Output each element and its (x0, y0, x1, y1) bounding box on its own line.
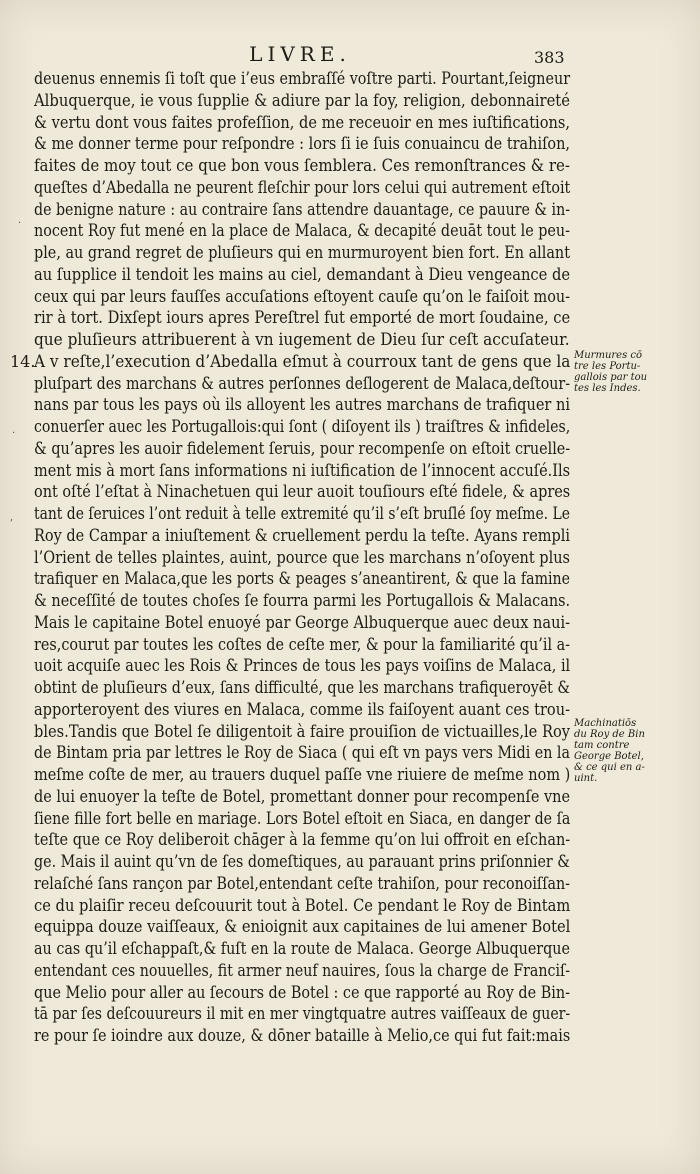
marginal-note-line: George Botel, (574, 751, 644, 762)
text-line: rir à tort. Dixſept iours apres Pereſtrel fut emporté de mort ſoudaine, ce (34, 308, 571, 328)
page-number: 383 (534, 48, 565, 67)
text-line: tant de ſeruices l’ont reduit à telle extremité qu’il s’eſt bruſlé ſoy meſme. Le (34, 504, 570, 523)
text-line: faites de moy tout ce que bon vous ſemblera. Ces remonſtrances & re- (34, 156, 570, 175)
text-line: Roy de Campar a iniuſtement & cruellement perdu la teſte. Ayans rempli (34, 525, 571, 545)
text-line: queſtes d’Abedalla ne peurent fleſchir pour lors celui qui autrement eſtoit (34, 177, 571, 197)
text-line: & neceſſité de toutes choſes ſe fourra parmi les Portugallois & Malacans. (34, 591, 571, 610)
text-line: entendant ces nouuelles, fit armer neuf nauires, ſous la charge de Franciſ- (34, 960, 571, 980)
marginal-note-line: & ce qui en a- (574, 762, 645, 773)
body-text (34, 68, 570, 1047)
text-line: re pour ſe ioindre aux douze, & dōner bataille à Melio,ce qui fut fait:mais (34, 1026, 571, 1045)
margin-mark: , (10, 512, 14, 523)
text-line: au cas qu’il eſchappaſt,& fuſt en la route de Malaca. George Albuquerque (34, 939, 570, 958)
text-line: meſme coſte de mer, au trauers duquel paſſe vne riuiere de meſme nom ) (34, 765, 571, 784)
marginal-note-line: du Roy de Bin (574, 729, 645, 740)
text-line: uoit acquiſe auec les Rois & Princes de tous les pays voiſins de Malaca, il (34, 656, 571, 676)
text-line: que pluſieurs attribuerent à vn iugement de Dieu ſur ceſt accuſateur. (34, 330, 570, 349)
text-line: nocent Roy fut mené en la place de Malaca, & decapité deuāt tout le peu- (34, 221, 570, 241)
marginal-note-line: Machinatiōs (574, 718, 637, 729)
text-line: & vertu dont vous faites profeſſion, de me receuoir en mes iuſtifications, (34, 112, 570, 132)
text-line: au ſupplice il tendoit les mains au ciel, demandant à Dieu vengeance de (34, 264, 571, 284)
text-line: que Melio pour aller au ſecours de Botel : ce que rapporté au Roy de Bin- (34, 982, 571, 1002)
text-line: Mais le capitaine Botel enuoyé par George Albuquerque auec deux naui- (34, 612, 571, 632)
text-line: tā par ſes deſcouureurs il mit en mer vingtquatre autres vaiſſeaux de guer- (34, 1004, 571, 1024)
text-line: pluſpart des marchans & autres perſonnes deſlogerent de Malaca,deſtour- (34, 373, 571, 393)
text-line: ont oſté l’eſtat à Ninachetuen qui leur auoit touſiours eſté fidele, & apres (34, 482, 571, 502)
marginal-note-line: tam contre (574, 740, 630, 751)
text-line: & me donner terme pour reſpondre : lors ſi ie ſuis conuaincu de trahiſon, (34, 134, 571, 154)
section-number: 14. (10, 352, 36, 371)
text-line: de Bintam pria par lettres le Roy de Siaca ( qui eſt vn pays vers Midi en la (34, 743, 570, 763)
text-line: relaſché ſans rançon par Botel,entendant ceſte trahiſon, pour reconoiſſan- (34, 873, 570, 893)
text-line: & qu’apres les auoir fidelement ſeruis, pour recompenſe on eſtoit cruelle- (34, 438, 571, 458)
text-line: deuenus ennemis ſi toſt que i’eus embraſſé voſtre parti. Pourtant,ſeigneur (34, 69, 571, 88)
running-head: LIVRE. (249, 42, 351, 66)
marginal-note-line: tes les Indes. (574, 383, 641, 394)
text-line: ce du plaiſir receu deſcouurit tout à Botel. Ce pendant le Roy de Bintam (34, 895, 571, 915)
text-line: A v reſte,l’execution d’Abedalla eſmut à courroux tant de gens que la (34, 351, 571, 371)
text-line: bles.Tandis que Botel ſe diligentoit à faire prouiſion de victuailles,le Roy (34, 721, 571, 741)
text-line: de lui enuoyer la teſte de Botel, promettant donner pour recompenſe vne (34, 786, 571, 806)
marginal-note-line: uint. (574, 773, 598, 784)
marginal-note-murmures (574, 350, 694, 394)
text-line: conuerſer auec les Portugallois:qui ſont ( diſoyent ils ) traiſtres & infideles, (34, 417, 571, 436)
text-line: teſte que ce Roy deliberoit chāger à la femme qu’on lui offroit en eſchan- (34, 830, 571, 850)
text-line: ſiene fille fort belle en mariage. Lors Botel eſtoit en Siaca, en danger de ſa (34, 808, 571, 828)
text-line: res,courut par toutes les coſtes de ceſte mer, & pour la familiarité qu’il a- (34, 634, 571, 654)
text-line: equippa douze vaiſſeaux, & enioignit aux capitaines de lui amener Botel (34, 917, 571, 937)
marginal-note-line: tre les Portu- (574, 361, 641, 372)
text-line: trafiquer en Malaca,que les ports & peages s’aneantirent, & que la famine (34, 569, 570, 589)
text-line: apporteroyent des viures en Malaca, comme ils faiſoyent auant ces trou- (34, 699, 571, 719)
margin-mark: · (18, 218, 22, 229)
text-line: ge. Mais il auint qu’vn de ſes domeſtiques, au parauant prins priſonnier & (34, 852, 570, 871)
margin-mark: · (12, 428, 16, 439)
text-line: Albuquerque, ie vous ſupplie & adiure par la foy, religion, debonnaireté (34, 90, 570, 110)
marginal-note-line: Murmures cō (574, 350, 643, 361)
text-line: nans par tous les pays où ils alloyent les autres marchans de trafiquer ni (34, 395, 570, 415)
text-line: obtint de pluſieurs d’eux, ſans difficulté, que les marchans trafiqueroyēt & (34, 678, 571, 697)
marginal-note-line: gallois par tou (574, 372, 648, 383)
text-line: de benigne nature : au contraire ſans attendre dauantage, ce pauure & in- (34, 199, 571, 219)
text-line: ment mis à mort ſans informations ni iuſtification de l’innocent accuſé.Ils (34, 460, 571, 480)
marginal-note-machinations (574, 718, 694, 784)
text-line: ple, au grand regret de pluſieurs qui en murmuroyent bien fort. En allant (34, 243, 570, 262)
text-line: ceux qui par leurs fauſſes accuſations eſtoyent cauſe qu’on le faiſoit mou- (34, 286, 571, 306)
text-line: l’Orient de telles plaintes, auint, pource que les marchans n’oſoyent plus (34, 547, 571, 567)
